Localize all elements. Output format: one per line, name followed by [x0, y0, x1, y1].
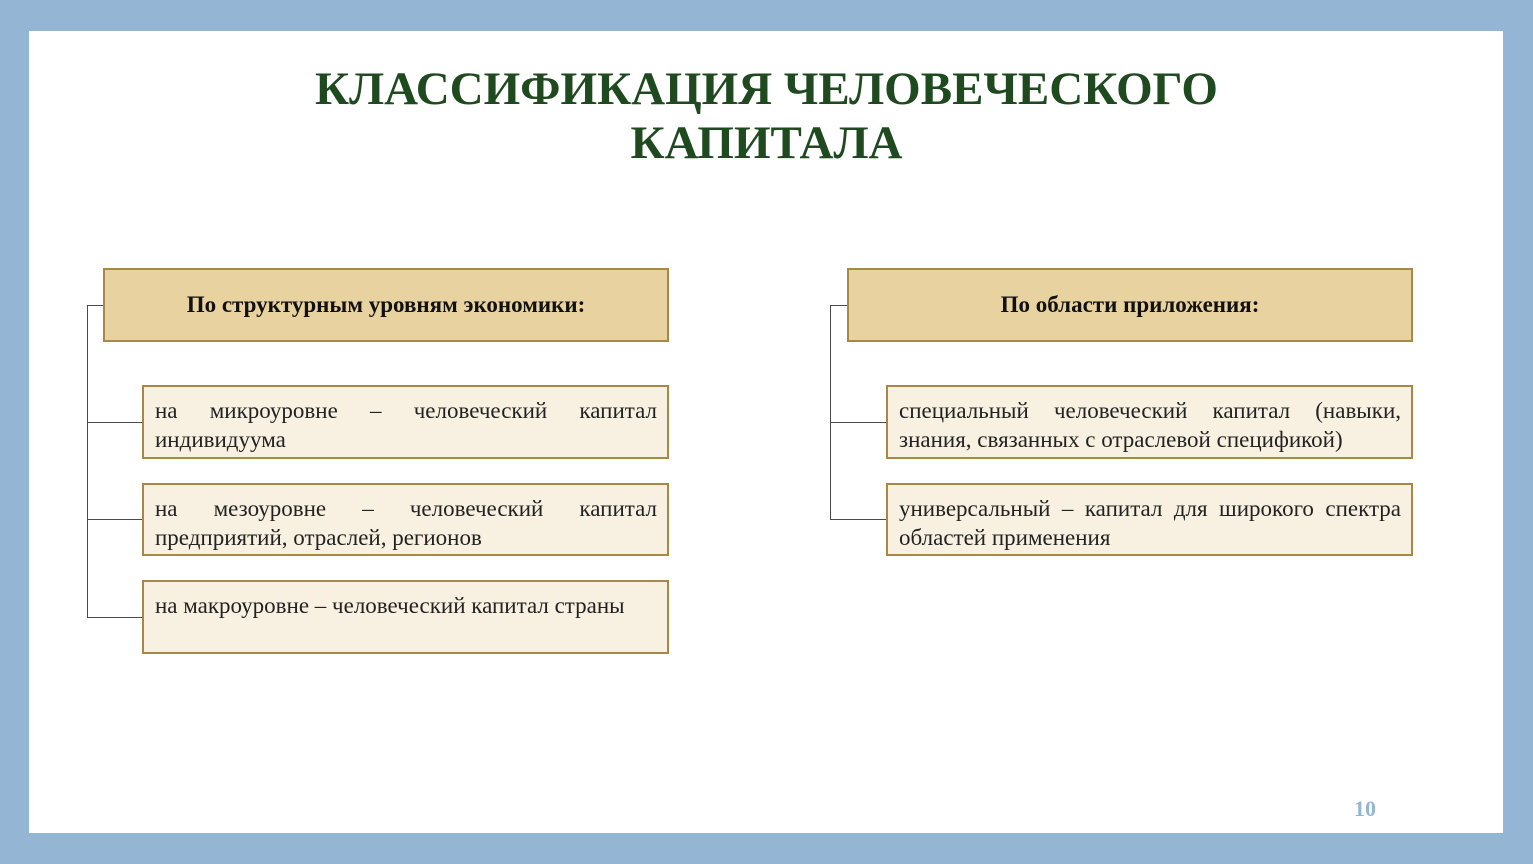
left-group-connector-item-3	[87, 617, 143, 618]
right-group-connector-vertical	[830, 305, 831, 520]
left-group-connector-item-1	[87, 422, 143, 423]
left-group-connector-header	[87, 305, 104, 306]
left-group-item-meso: на мезоуровне – человеческий капитал предприятий, отраслей, регионов	[142, 483, 669, 556]
right-group-connector-item-1	[830, 422, 887, 423]
right-group-header	[847, 268, 1413, 342]
right-group-item-universal: универсальный – капитал для широкого спектра областей применения	[886, 483, 1413, 556]
left-group-connector-item-2	[87, 519, 143, 520]
right-group-connector-item-2	[830, 519, 887, 520]
page-number: 10	[1354, 796, 1376, 821]
left-group-connector-vertical	[87, 305, 88, 618]
right-group-header-label: По области приложения:	[1000, 292, 1260, 317]
right-group-item-special: специальный человеческий капитал (навыки, знания, связанных с отраслевой спецификой)	[886, 385, 1413, 459]
slide-title	[0, 62, 1533, 170]
title-line-2: КАПИТАЛА	[630, 117, 903, 169]
left-group-header-label: По структурным уровням экономики:	[186, 292, 586, 317]
title-line-1: КЛАССИФИКАЦИЯ ЧЕЛОВЕЧЕСКОГО	[315, 63, 1218, 115]
left-group-header	[103, 268, 669, 342]
left-group-item-micro: на микроуровне – человеческий капитал индивидуума	[142, 385, 669, 459]
right-group-connector-header	[830, 305, 848, 306]
left-group-item-macro: на макроуровне – человеческий капитал страны	[142, 580, 669, 654]
